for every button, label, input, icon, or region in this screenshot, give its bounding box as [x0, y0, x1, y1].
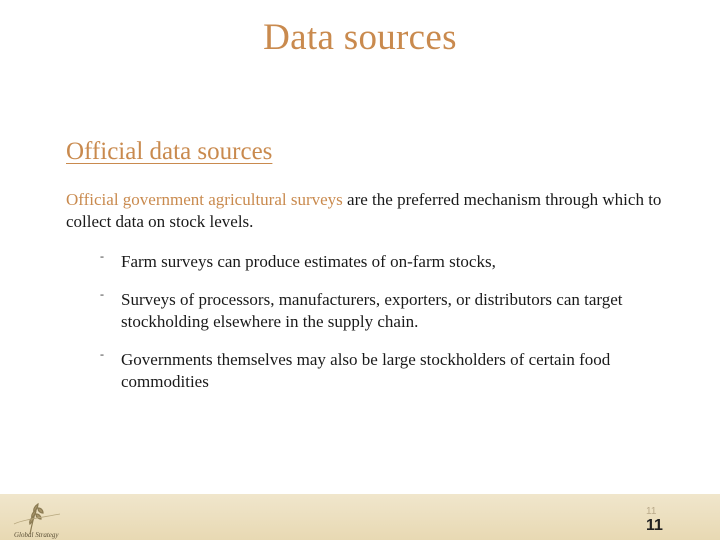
intro-paragraph	[66, 189, 666, 233]
bullet-text: Surveys of processors, manufacturers, exporters, or distributors can target stockholding elsewhere in the supply chain.	[121, 290, 623, 331]
page-number: 11	[646, 517, 663, 534]
footer-bar	[0, 494, 720, 540]
bullet-text: Farm surveys can produce estimates of on-farm stocks,	[121, 252, 496, 271]
svg-text:Global Strategy: Global Strategy	[14, 531, 59, 539]
bullet-marker: -	[100, 347, 104, 361]
section-subtitle: Official data sources	[66, 138, 273, 165]
intro-rest: are the preferred mechanism through which to collect data on stock levels.	[66, 190, 662, 231]
intro-highlight: Official government agricultural surveys	[66, 190, 343, 209]
page-number-watermark: 11	[646, 506, 657, 517]
bullet-marker: -	[100, 249, 104, 263]
bullet-text: Governments themselves may also be large stockholders of certain food commodities	[121, 350, 611, 391]
bullet-marker: -	[100, 287, 104, 301]
slide-title: Data sources	[263, 17, 457, 58]
global-strategy-logo	[8, 496, 66, 540]
